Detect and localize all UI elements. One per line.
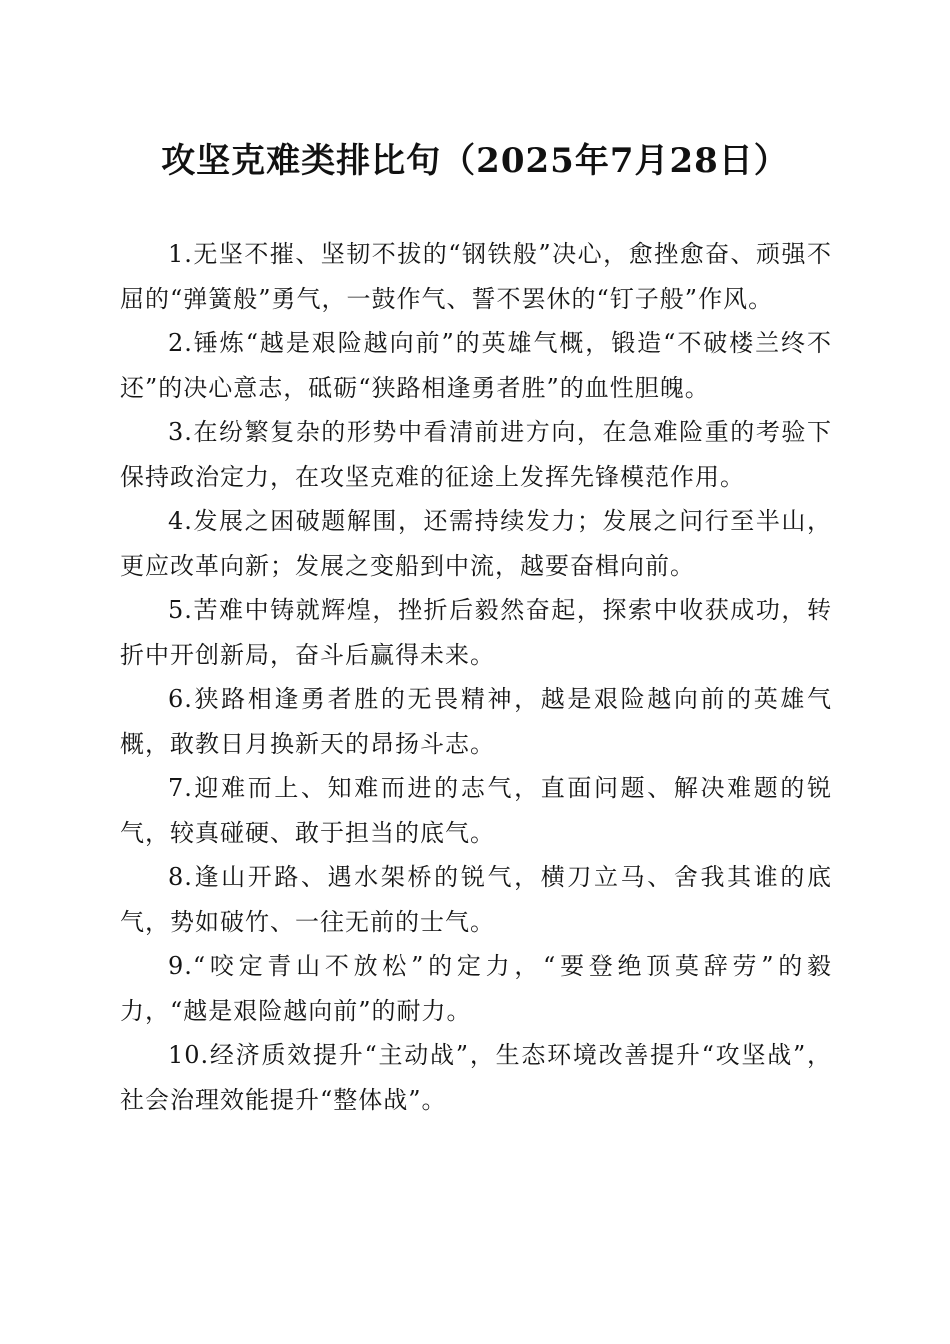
paragraph-10: 10.经济质效提升“主动战”，生态环境改善提升“攻坚战”，社会治理效能提升“整体战”。 <box>120 1041 832 1114</box>
paragraph-3: 3.在纷繁复杂的形势中看清前进方向，在急难险重的考验下保持政治定力，在攻坚克难的征途上发挥先锋模范作用。 <box>120 418 832 491</box>
paragraph-7: 7.迎难而上、知难而进的志气，直面问题、解决难题的锐气，较真碰硬、敢于担当的底气。 <box>120 774 832 847</box>
paragraph-5: 5.苦难中铸就辉煌，挫折后毅然奋起，探索中收获成功，转折中开创新局，奋斗后赢得未来。 <box>120 596 832 669</box>
paragraph-1: 1.无坚不摧、坚韧不拔的“钢铁般”决心，愈挫愈奋、顽强不屈的“弹簧般”勇气，一鼓作气、誓不罢休的“钉子般”作风。 <box>120 240 832 313</box>
document-title: 攻坚克难类排比句（2025年7月28日） <box>161 141 789 181</box>
paragraph-8: 8.逢山开路、遇水架桥的锐气，横刀立马、舍我其谁的底气，势如破竹、一往无前的士气。 <box>120 863 832 936</box>
paragraph-9: 9.“咬定青山不放松”的定力，“要登绝顶莫辞劳”的毅力，“越是艰险越向前”的耐力。 <box>120 952 832 1025</box>
paragraph-2: 2.锤炼“越是艰险越向前”的英雄气概，锻造“不破楼兰终不还”的决心意志，砥砺“狭路相逢勇者胜”的血性胆魄。 <box>120 329 832 402</box>
paragraph-6: 6.狭路相逢勇者胜的无畏精神，越是艰险越向前的英雄气概，敢教日月换新天的昂扬斗志。 <box>120 685 832 758</box>
document-body <box>120 232 832 1122</box>
paragraph-4: 4.发展之困破题解围，还需持续发力；发展之问行至半山，更应改革向新；发展之变船到中流，越要奋楫向前。 <box>120 507 832 580</box>
